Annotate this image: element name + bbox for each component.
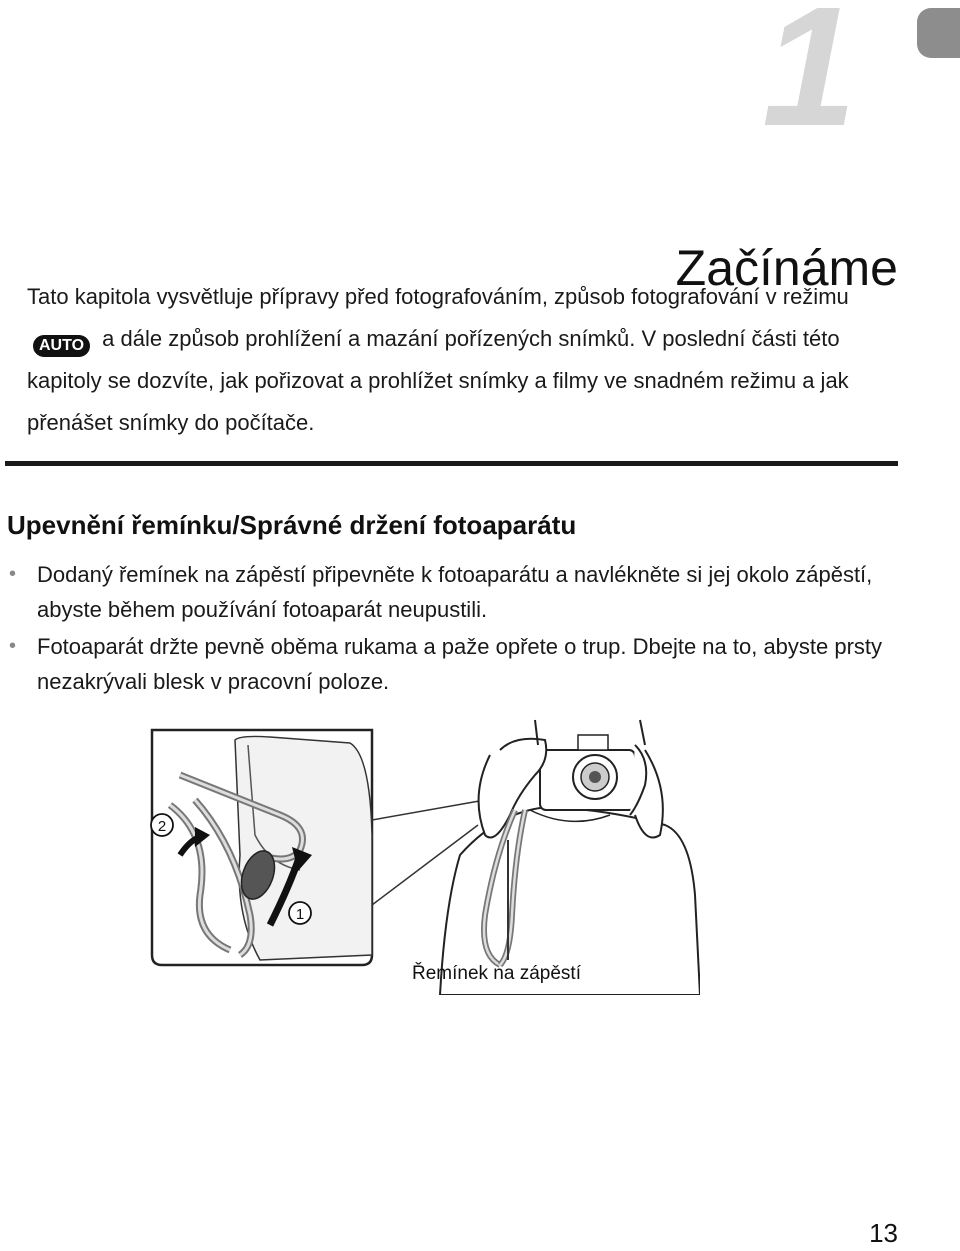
strap-illustration [140, 715, 700, 995]
chapter-title: Začínáme [675, 239, 898, 296]
bullet-dot-icon: • [9, 563, 17, 585]
person-holding-camera [440, 720, 700, 995]
intro-text-part1: Tato kapitola vysvětluje přípravy před fotografováním, způsob fotografování v režimu [27, 284, 849, 309]
auto-mode-icon: AUTO [33, 335, 90, 357]
intro-text-part2: a dále způsob prohlížení a mazání pořízených snímků. V poslední části této kapitoly se dozvíte, jak pořizovat a prohlížet snímky a filmy ve snadném režimu a jak přenášet snímky do počítače. [27, 326, 849, 435]
chapter-number: 1 [762, 0, 853, 162]
bullet-text: Fotoaparát držte pevně oběma rukama a paže opřete o trup. Dbejte na to, abyste prsty nezakrývali blesk v pracovní poloze. [37, 634, 883, 694]
section-heading: Upevnění řemínku/Správné držení fotoaparátu [7, 510, 577, 540]
intro-paragraph [27, 276, 907, 444]
strap-attach-inset [151, 730, 372, 965]
section-divider [5, 461, 898, 466]
bullet-text: Dodaný řemínek na zápěstí připevněte k fotoaparátu a navlékněte si jej okolo zápěstí, abyste během používání fotoaparát neupustili. [37, 562, 873, 622]
bullet-item [7, 557, 897, 627]
bullet-dot-icon: • [9, 635, 17, 657]
step-2-label: 2 [157, 818, 167, 835]
strap-caption: Řemínek na zápěstí [412, 963, 581, 984]
page-number: 13 [869, 1218, 898, 1248]
bullet-item [7, 629, 897, 699]
chapter-tab [917, 8, 960, 58]
step-1-label: 1 [295, 906, 305, 923]
bullet-list [7, 557, 897, 701]
